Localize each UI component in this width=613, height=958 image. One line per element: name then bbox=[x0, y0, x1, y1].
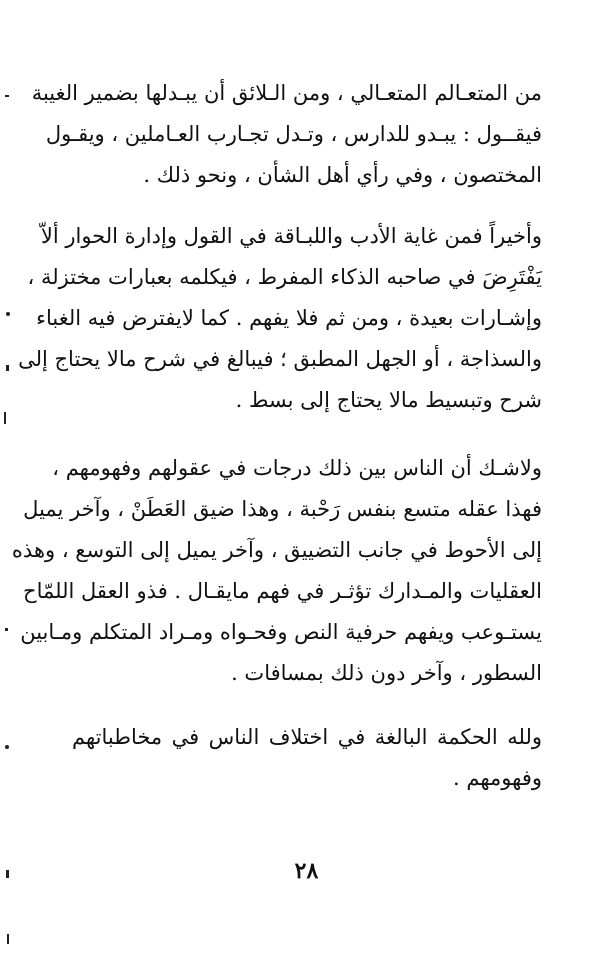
scan-margin-mark bbox=[5, 95, 9, 97]
page-number: ٢٨ bbox=[294, 858, 319, 884]
text-line: من المتعـالم المتعـالي ، ومن الـلائق أن يبـدلها بضمير الغيبة bbox=[31, 81, 542, 105]
text-line: العقليات والمـدارك تؤثـر في فهم مايقـال . فذو العقل اللمّاح bbox=[23, 579, 542, 603]
text-line: السطور ، وآخر دون ذلك بمسافات . bbox=[231, 661, 542, 685]
paragraph-2 bbox=[18, 216, 542, 421]
scan-margin-mark bbox=[4, 412, 6, 424]
text-line: يَفْتَرِضَ في صاحبه الذكاء المفرط ، فيكلمه بعبارات مختزلة ، bbox=[27, 265, 542, 289]
scan-margin-mark bbox=[5, 628, 8, 631]
text-line: فهذا عقله متسع بنفس رَحْبة ، وهذا ضيق العَطَنْ ، وآخر يميل bbox=[23, 497, 542, 521]
text-line: شرح وتبسيط مالا يحتاج إلى بسط . bbox=[235, 388, 542, 412]
text-line: والسذاجة ، أو الجهل المطبق ؛ فيبالغ في شرح مالا يحتاج إلى bbox=[18, 347, 542, 371]
paragraph-3 bbox=[11, 448, 542, 694]
scan-margin-mark bbox=[6, 312, 10, 316]
paragraph-4 bbox=[72, 717, 542, 799]
paragraph-1 bbox=[31, 73, 542, 196]
text-line: وفهومهم . bbox=[453, 766, 542, 790]
text-line: يستـوعب ويفهم حرفية النص وفحـواه ومـراد المتكلم ومـابين bbox=[20, 620, 542, 644]
scan-margin-mark bbox=[6, 365, 9, 371]
text-line: إلى الأحوط في جانب التضييق ، وآخر يميل إلى التوسع ، وهذه bbox=[11, 538, 542, 562]
text-line: فيقــول : يبـدو للدارس ، وتـدل تجـارب العـاملين ، ويقـول bbox=[45, 122, 542, 146]
text-line: وأخيراً فمن غاية الأدب واللبـاقة في القول وإدارة الحوار ألاّ bbox=[40, 224, 542, 248]
scan-margin-mark bbox=[7, 934, 9, 944]
text-line: ولله الحكمة البالغة في اختلاف الناس في مخاطباتهم bbox=[72, 725, 542, 749]
text-line: المختصون ، وفي رأي أهل الشأن ، ونحو ذلك . bbox=[143, 163, 542, 187]
text-line: ولاشـك أن الناس بين ذلك درجات في عقولهم وفهومهم ، bbox=[52, 456, 542, 480]
text-line: وإشـارات بعيدة ، ومن ثم فلا يفهم . كما لايفترض فيه الغباء bbox=[36, 306, 542, 330]
scan-margin-mark bbox=[5, 745, 9, 749]
